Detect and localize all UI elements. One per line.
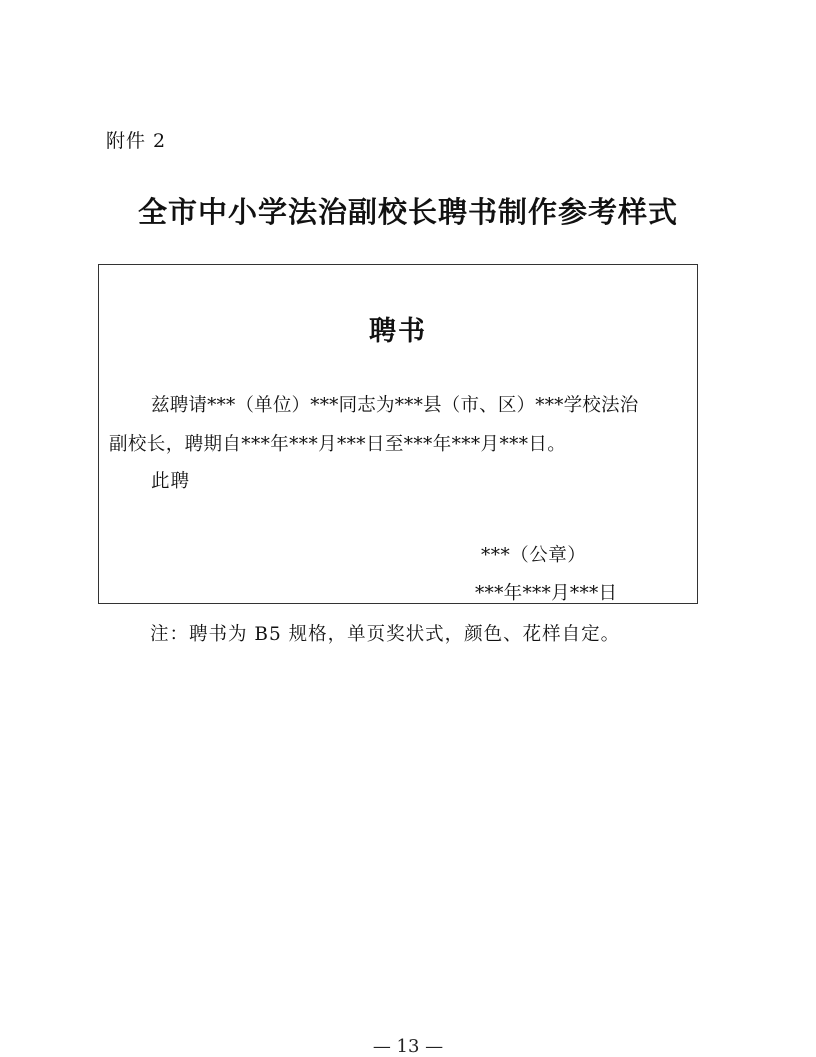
certificate-date: ***年***月***日 [475, 583, 618, 604]
certificate-closing: 此聘 [151, 471, 191, 492]
page-number: — 13 — [372, 1036, 444, 1057]
attachment-label: 附件 2 [106, 130, 167, 152]
certificate-template-box [98, 264, 698, 604]
certificate-body-line-2: 副校长，聘期自***年***月***日至***年***月***日。 [109, 434, 567, 455]
certificate-body-line-1: 兹聘请***（单位）***同志为***县（市、区）***学校法治 [151, 395, 639, 416]
document-title: 全市中小学法治副校长聘书制作参考样式 [137, 195, 678, 229]
footnote: 注：聘书为 B5 规格，单页奖状式，颜色、花样自定。 [150, 624, 621, 645]
certificate-seal-placeholder: ***（公章） [481, 545, 587, 566]
certificate-heading: 聘书 [369, 316, 427, 347]
